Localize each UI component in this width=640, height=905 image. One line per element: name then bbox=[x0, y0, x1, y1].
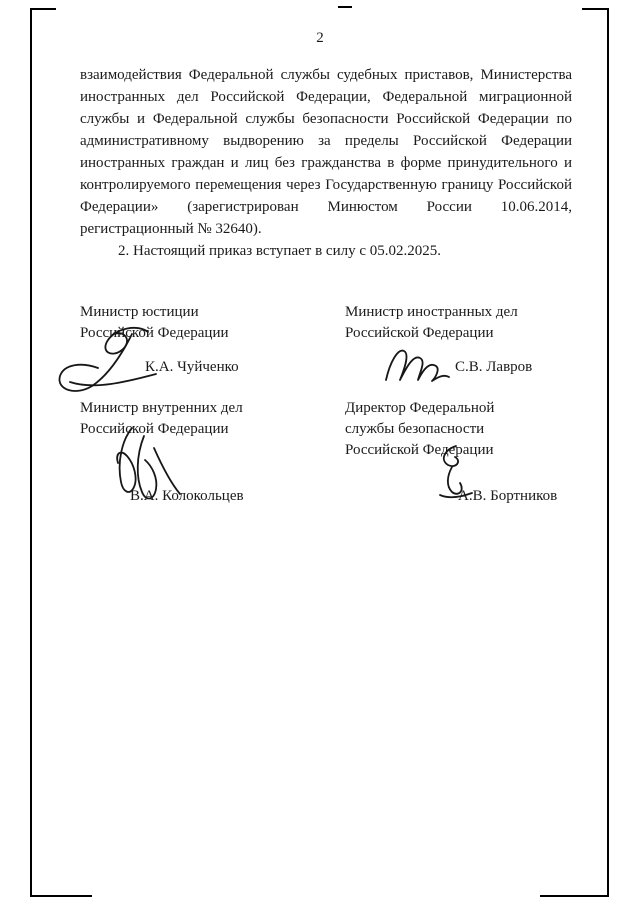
signer-title-line: Российской Федерации bbox=[345, 442, 494, 458]
scan-mark-top-center bbox=[338, 6, 352, 8]
scan-mark-top-left bbox=[30, 8, 56, 10]
signer-title-line: Российской Федерации bbox=[80, 421, 229, 437]
scan-mark-bottom-left bbox=[30, 895, 92, 897]
signer-title-line: Российской Федерации bbox=[345, 325, 494, 341]
signer-title-line: Директор Федеральной bbox=[345, 400, 495, 416]
signature-lavrov bbox=[380, 340, 452, 392]
signer-name-lavrov: С.В. Лавров bbox=[455, 359, 533, 375]
scan-border-right bbox=[607, 8, 609, 897]
scan-mark-bottom-right bbox=[540, 895, 609, 897]
document-body bbox=[80, 64, 572, 262]
signer-name-chuychenko: К.А. Чуйченко bbox=[145, 359, 239, 375]
signer-title-line: Министр юстиции bbox=[80, 304, 199, 320]
paragraph-effective-date: 2. Настоящий приказ вступает в силу с 05.02.2025. bbox=[118, 243, 441, 259]
signer-title-line: службы безопасности bbox=[345, 421, 485, 437]
page-number: 2 bbox=[316, 30, 324, 46]
signer-title-line: Министр иностранных дел bbox=[345, 304, 518, 320]
signer-name-kolokoltsev: В.А. Колокольцев bbox=[130, 488, 244, 504]
signer-block-foreign-minister bbox=[345, 302, 518, 344]
paragraph-continuation: взаимодействия Федеральной службы судебных приставов, Министерства иностранных дел Российской Федерации, Федеральной миграционной службы и Федеральной службы безопасности Российской Федерации по административному выдворению за пределы Российской Федерации иностранных граждан и лиц без гражданства в форме принудительного и контролируемого перемещения через Государственную границу Российской Федерации» (зарегистрирован Минюстом России 10.06.2014, регистрационный № 32640). bbox=[80, 67, 572, 237]
signer-name-bortnikov: А.В. Бортников bbox=[458, 488, 558, 504]
scan-mark-top-right bbox=[582, 8, 609, 10]
scan-border-left bbox=[30, 8, 32, 897]
signer-title-line: Российской Федерации bbox=[80, 325, 229, 341]
signer-title-line: Министр внутренних дел bbox=[80, 400, 243, 416]
